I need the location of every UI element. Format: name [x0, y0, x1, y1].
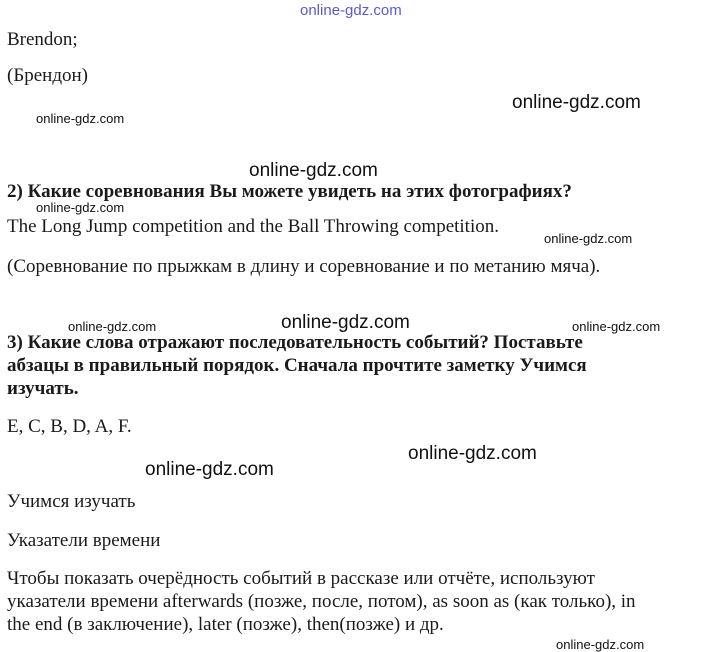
question-3-line: 3) Какие слова отражают последовательность событий? Поставьте — [7, 332, 583, 353]
paragraph-line: указатели времени afterwards (позже, после, потом), as soon as (как только), in — [7, 591, 636, 612]
watermark: online-gdz.com — [544, 231, 633, 246]
section-heading: Учимся изучать — [7, 491, 136, 512]
watermark: online-gdz.com — [249, 160, 378, 181]
watermark: online-gdz.com — [408, 443, 537, 464]
question-2: 2) Какие соревнования Вы можете увидеть на этих фотографиях? — [7, 181, 572, 202]
paragraph-line: Чтобы показать очерёдность событий в рассказе или отчёте, используют — [7, 568, 595, 589]
answer-2: The Long Jump competition and the Ball Throwing competition. — [7, 216, 499, 237]
subsection-heading: Указатели времени — [7, 530, 161, 551]
watermark: online-gdz.com — [68, 319, 157, 334]
question-3-line: изучать. — [7, 378, 79, 399]
name-line: Brendon; — [7, 29, 78, 50]
watermark: online-gdz.com — [36, 200, 125, 215]
watermark: online-gdz.com — [36, 111, 125, 126]
name-translation: (Брендон) — [7, 65, 89, 86]
watermark: online-gdz.com — [281, 312, 410, 333]
question-3 — [7, 331, 587, 400]
question-3-line: абзацы в правильный порядок. Сначала прочтите заметку Учимся — [7, 355, 587, 376]
watermark-top: online-gdz.com — [300, 2, 402, 19]
watermark: online-gdz.com — [512, 92, 641, 113]
answer-2-translation: (Соревнование по прыжкам в длину и соревнование и по метанию мяча). — [7, 256, 601, 277]
paragraph-line: the end (в заключение), later (позже), then(позже) и др. — [7, 614, 444, 635]
watermark: online-gdz.com — [145, 459, 274, 480]
explanation-paragraph — [7, 567, 636, 636]
watermark: online-gdz.com — [572, 319, 661, 334]
answer-3: E, C, B, D, A, F. — [7, 416, 132, 437]
watermark: online-gdz.com — [556, 637, 645, 652]
